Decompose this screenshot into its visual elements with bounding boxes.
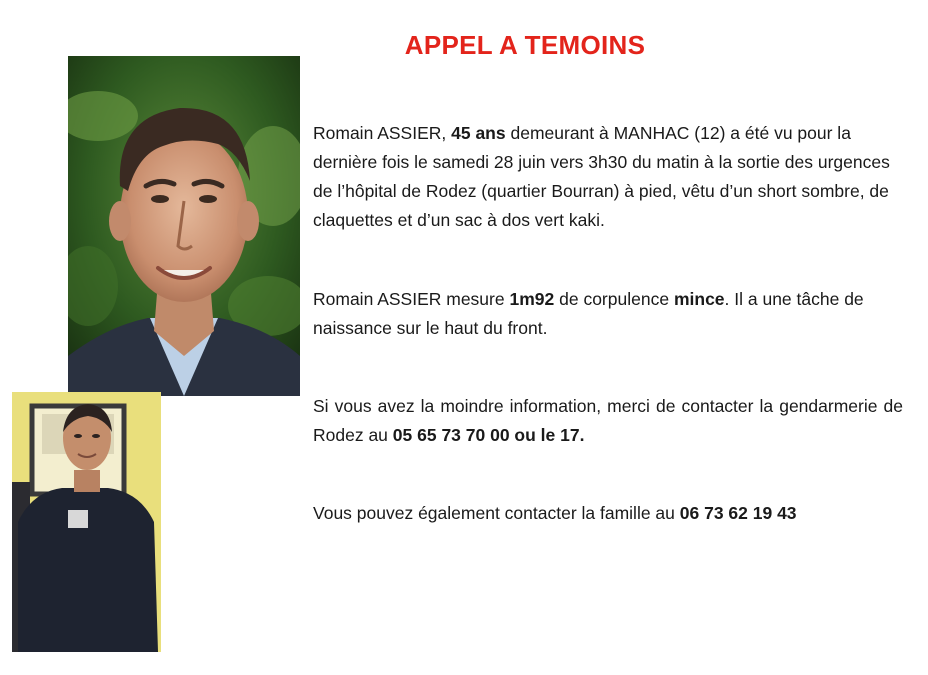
contact-text: Si vous avez la moindre information, merci de contacter la gendarmerie de Rodez au: [313, 396, 903, 445]
description-text: demeurant à MANHAC (12) a été vu pour la dernière fois le samedi 28 juin vers 3h30 du matin à la sortie des urgences de l’hôpital de Rodez (quartier Bourran) à pied, vêtu d’un short sombre, de claquettes et d’un sac à dos vert kaki.: [313, 123, 890, 230]
missing-person-name: Romain ASSIER,: [313, 123, 447, 143]
physical-text-3: . Il a une tâche de naissance sur le haut du front.: [313, 289, 864, 338]
description-paragraph: [313, 119, 903, 235]
contact-paragraph: [313, 392, 903, 450]
height: 1m92: [509, 289, 555, 309]
family-contact-paragraph: [313, 499, 903, 528]
physical-text-2: de corpulence: [559, 289, 670, 309]
portrait-photo: [68, 56, 300, 396]
physical-description-paragraph: [313, 285, 903, 343]
family-phone: 06 73 62 19 43: [679, 503, 797, 523]
physical-text-1: Romain ASSIER mesure: [313, 289, 505, 309]
gendarmerie-phone: 05 65 73 70 00 ou le 17.: [392, 425, 585, 445]
full-body-photo: [12, 392, 161, 652]
build: mince: [673, 289, 725, 309]
family-contact-text: Vous pouvez également contacter la famille au: [313, 503, 675, 523]
age: 45 ans: [451, 123, 506, 143]
full-body-illustration: [12, 392, 161, 652]
page-title: APPEL A TEMOINS: [404, 30, 646, 60]
portrait-illustration: [68, 56, 300, 396]
